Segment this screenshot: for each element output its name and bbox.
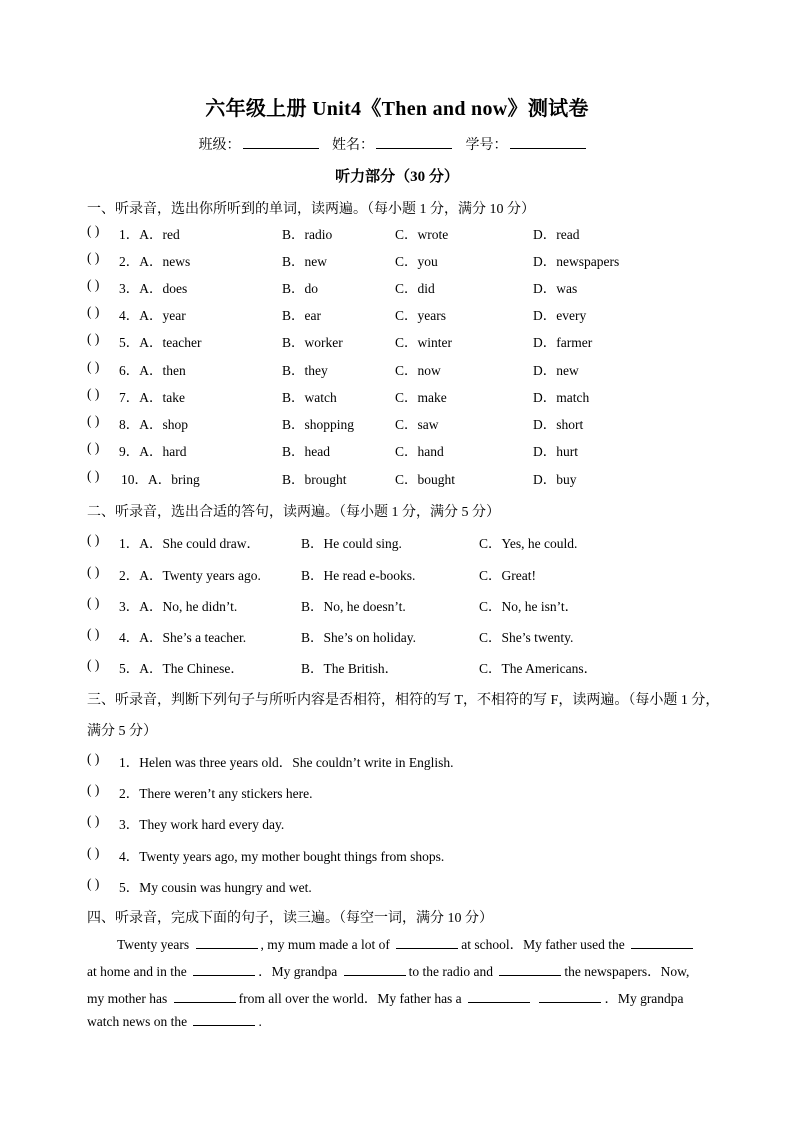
option-c: C．saw bbox=[395, 417, 439, 432]
answer-paren[interactable]: ( ) bbox=[87, 304, 100, 319]
option-c: C．make bbox=[395, 390, 447, 405]
passage-text: Twenty years bbox=[117, 937, 190, 952]
option-b: B．He could sing. bbox=[301, 536, 402, 551]
option-d: D．newspapers bbox=[533, 254, 620, 269]
option-a: 2．A．Twenty years ago. bbox=[119, 568, 261, 583]
option-b: B．worker bbox=[282, 335, 343, 350]
option-a: 9．A．hard bbox=[119, 444, 187, 459]
answer-blank[interactable] bbox=[174, 990, 236, 1003]
option-c: C．you bbox=[395, 254, 438, 269]
listening-subtitle: 听力部分（30 分） bbox=[335, 169, 459, 185]
option-a: 4．A．year bbox=[119, 308, 186, 323]
class-blank[interactable] bbox=[243, 136, 319, 149]
option-c: C．wrote bbox=[395, 227, 449, 242]
option-d: D．farmer bbox=[533, 335, 593, 350]
passage-text: my mother has bbox=[87, 991, 168, 1006]
statement-text: 3．They work hard every day. bbox=[119, 817, 285, 832]
question-row bbox=[87, 626, 727, 644]
option-d: D．hurt bbox=[533, 444, 578, 459]
question-row bbox=[87, 413, 727, 431]
statement-row bbox=[87, 751, 727, 769]
answer-paren[interactable]: ( ) bbox=[87, 440, 100, 455]
question-row bbox=[87, 331, 727, 349]
answer-blank[interactable] bbox=[499, 963, 561, 976]
answer-paren[interactable]: ( ) bbox=[87, 564, 100, 579]
answer-paren[interactable]: ( ) bbox=[87, 386, 100, 401]
option-a: 5．A．teacher bbox=[119, 335, 202, 350]
passage-text: ．My grandpa bbox=[258, 964, 338, 979]
answer-blank[interactable] bbox=[468, 990, 530, 1003]
section1-heading: 一、听录音，选出你所听到的单词，读两遍。（每小题 1 分，满分 10 分） bbox=[87, 202, 535, 217]
question-row bbox=[87, 657, 727, 675]
option-d: D．was bbox=[533, 281, 578, 296]
section4-line1 bbox=[87, 933, 737, 953]
option-b: B．ear bbox=[282, 308, 321, 323]
option-d: D．short bbox=[533, 417, 584, 432]
statement-text: 5．My cousin was hungry and wet. bbox=[119, 880, 312, 895]
section4-heading: 四、听录音，完成下面的句子，读三遍。（每空一词，满分 10 分） bbox=[87, 911, 493, 926]
option-b: B．The British． bbox=[301, 661, 399, 676]
option-a: 10．A．bring bbox=[121, 472, 200, 487]
passage-text: to the radio and bbox=[408, 964, 493, 979]
answer-blank[interactable] bbox=[193, 963, 255, 976]
question-row bbox=[87, 386, 727, 404]
answer-paren[interactable]: ( ) bbox=[87, 413, 100, 428]
passage-text: from all over the world．My father has a bbox=[238, 991, 462, 1006]
answer-paren[interactable]: ( ) bbox=[87, 223, 100, 238]
passage-text: at home and in the bbox=[87, 964, 187, 979]
option-c: C．She’s twenty. bbox=[479, 630, 574, 645]
option-c: C．No, he isn’t． bbox=[479, 599, 579, 614]
option-b: B．watch bbox=[282, 390, 337, 405]
option-b: B．new bbox=[282, 254, 327, 269]
section4-line3 bbox=[87, 987, 707, 1007]
answer-blank[interactable] bbox=[344, 963, 406, 976]
option-c: C．Great! bbox=[479, 568, 536, 583]
option-a: 4．A．She’s a teacher. bbox=[119, 630, 247, 645]
answer-blank[interactable] bbox=[193, 1013, 255, 1026]
option-c: C．did bbox=[395, 281, 435, 296]
student-info-line bbox=[0, 134, 794, 154]
option-b: B．He read e-books. bbox=[301, 568, 416, 583]
option-d: D．match bbox=[533, 390, 590, 405]
question-row bbox=[87, 304, 727, 322]
question-row bbox=[87, 532, 727, 550]
passage-text: , my mum made a lot of bbox=[260, 937, 390, 952]
option-b: B．She’s on holiday. bbox=[301, 630, 417, 645]
section2-heading: 二、听录音，选出合适的答句，读两遍。（每小题 1 分，满分 5 分） bbox=[87, 505, 500, 520]
option-c: C．hand bbox=[395, 444, 444, 459]
section3-heading-line1: 三、听录音，判断下列句子与所听内容是否相符，相符的写 T，不相符的写 F，读两遍。（每小题 1 分， bbox=[87, 693, 720, 708]
option-b: B．head bbox=[282, 444, 330, 459]
option-d: D．read bbox=[533, 227, 580, 242]
answer-paren[interactable]: ( ) bbox=[87, 845, 100, 860]
question-row bbox=[87, 595, 727, 613]
question-row bbox=[87, 564, 727, 582]
option-a: 5．A．The Chinese． bbox=[119, 661, 244, 676]
question-row bbox=[87, 468, 727, 486]
answer-paren[interactable]: ( ) bbox=[87, 626, 100, 641]
answer-paren[interactable]: ( ) bbox=[87, 813, 100, 828]
option-a: 1．A．red bbox=[119, 227, 180, 242]
passage-text: watch news on the bbox=[87, 1014, 188, 1029]
name-label: 姓名： bbox=[332, 138, 374, 153]
passage-text: ．My grandpa bbox=[604, 991, 684, 1006]
statement-text: 2．There weren’t any stickers here. bbox=[119, 786, 313, 801]
answer-paren[interactable]: ( ) bbox=[87, 250, 100, 265]
statement-text: 1．Helen was three years old．She couldn’t write in English. bbox=[119, 755, 454, 770]
answer-paren[interactable]: ( ) bbox=[87, 468, 100, 483]
option-b: B．brought bbox=[282, 472, 347, 487]
passage-text: . bbox=[258, 1014, 262, 1029]
statement-row bbox=[87, 876, 727, 894]
id-blank[interactable] bbox=[510, 136, 586, 149]
statement-row bbox=[87, 782, 727, 800]
question-row bbox=[87, 359, 727, 377]
statement-row bbox=[87, 845, 727, 863]
name-blank[interactable] bbox=[376, 136, 452, 149]
answer-blank[interactable] bbox=[196, 936, 258, 949]
passage-text: at school．My father used the bbox=[461, 937, 625, 952]
option-a: 8．A．shop bbox=[119, 417, 189, 432]
option-a: 1．A．She could draw． bbox=[119, 536, 260, 551]
option-b: B．shopping bbox=[282, 417, 355, 432]
option-d: D．new bbox=[533, 363, 579, 378]
option-c: C．years bbox=[395, 308, 446, 323]
question-row bbox=[87, 250, 727, 268]
option-c: C．bought bbox=[395, 472, 456, 487]
question-row bbox=[87, 277, 727, 295]
option-d: D．buy bbox=[533, 472, 577, 487]
option-b: B．radio bbox=[282, 227, 333, 242]
answer-blank[interactable] bbox=[396, 936, 458, 949]
section4-line2 bbox=[87, 960, 707, 980]
option-d: D．every bbox=[533, 308, 587, 323]
option-b: B．do bbox=[282, 281, 319, 296]
answer-paren[interactable]: ( ) bbox=[87, 751, 100, 766]
option-c: C．winter bbox=[395, 335, 452, 350]
answer-paren[interactable]: ( ) bbox=[87, 331, 100, 346]
question-row bbox=[87, 440, 727, 458]
option-a: 6．A．then bbox=[119, 363, 186, 378]
section4-line4 bbox=[87, 1013, 707, 1030]
option-c: C．Yes, he could. bbox=[479, 536, 578, 551]
answer-paren[interactable]: ( ) bbox=[87, 277, 100, 292]
answer-paren[interactable]: ( ) bbox=[87, 359, 100, 374]
class-label: 班级： bbox=[198, 138, 241, 153]
statement-row bbox=[87, 813, 727, 831]
option-b: B．No, he doesn’t. bbox=[301, 599, 406, 614]
statement-text: 4．Twenty years ago, my mother bought things from shops. bbox=[119, 849, 445, 864]
page-title: 六年级上册 Unit4《Then and now》测试卷 bbox=[205, 98, 589, 120]
answer-paren[interactable]: ( ) bbox=[87, 876, 100, 891]
id-label: 学号： bbox=[465, 138, 508, 153]
option-c: C．The Americans． bbox=[479, 661, 598, 676]
passage-text: the newspapers．Now, bbox=[564, 964, 690, 979]
answer-blank[interactable] bbox=[631, 936, 693, 949]
answer-paren[interactable]: ( ) bbox=[87, 595, 100, 610]
answer-blank[interactable] bbox=[539, 990, 601, 1003]
option-b: B．they bbox=[282, 363, 328, 378]
answer-paren[interactable]: ( ) bbox=[87, 782, 100, 797]
option-a: 3．A．No, he didn’t. bbox=[119, 599, 238, 614]
option-a: 7．A．take bbox=[119, 390, 185, 405]
question-row bbox=[87, 223, 727, 241]
answer-paren[interactable]: ( ) bbox=[87, 657, 100, 672]
answer-paren[interactable]: ( ) bbox=[87, 532, 100, 547]
section3-heading-line2: 满分 5 分） bbox=[87, 724, 157, 739]
option-a: 2．A．news bbox=[119, 254, 191, 269]
option-a: 3．A．does bbox=[119, 281, 188, 296]
option-c: C．now bbox=[395, 363, 441, 378]
